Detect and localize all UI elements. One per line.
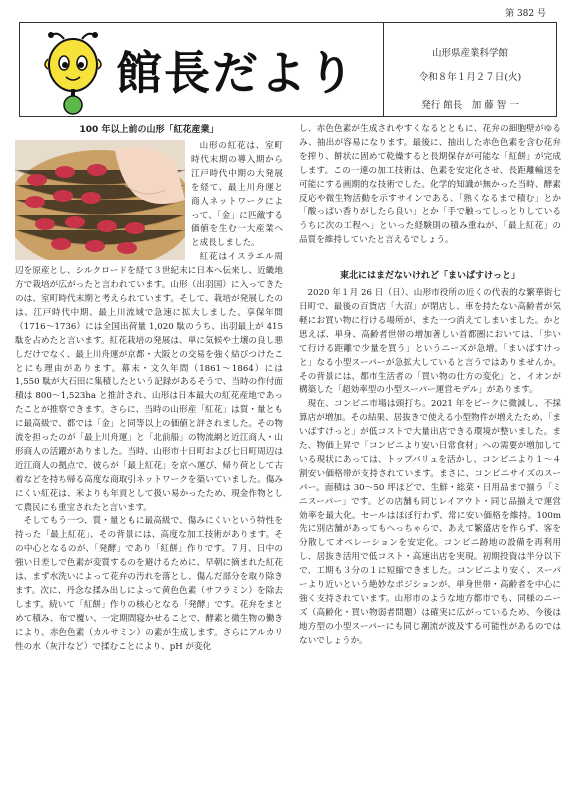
article2-paragraph: 2020 年１月 26 日（日）、山形市役所の近くの代表的な繁華街七日町で、最後の百貨店「大沼」が閉店し、車を持たない高齢者が気軽にお買い物に行ける場所が、また一つ消えてしまいました。かと思えば、単身、高齢者世帯の増加著しい首都圏においては、「歩いて行ける距離で少量を買う」というニーズが急増。「まいばすけっと」なる小型スーパーが急拡大していると言うではありませんか。その背景には、都市生活者の「買い物の仕方の変化」と、イオンが構築した「超効率型の小型スーパー運営モデル」があります。 [299,288,561,396]
issue-date: 令和８年１月２７日(火) [418,72,522,83]
issue-number: 第 382 号 [505,9,546,19]
newsletter-title: 館長だより [116,46,356,100]
publisher-line: 発行 館長 加 藤 智 一 [421,100,519,111]
left-column [15,125,283,655]
bee-mascot-icon [42,29,106,115]
masthead [19,22,557,117]
article1-paragraph: そしてもう一つ、質・量ともに最高級で、傷みにくいという特性を持った「最上紅花」、その背景には、高度な加工技術があります。その中心となるのが、「発酵」であり「紅餅」作りです。７月、日中の強い日差しで色素が変質するのを避けるために、早朝に摘まれた紅花は、まず水洗いによって花弁の汚れを落とし、傷んだ部分を取り除きます。次に、丹念な揉み出しによって黄色色素（サフラミン）を除去します。続いて「紅餅」作りの核心となる「発酵」です。花弁をまとめて積み、布で覆い、一定期間寝かせることで、酵素と微生物の働きにより、赤色色素（カルサミン）の素が生成します。さらにアルカリ性の水（灰汁など）で揉むことにより、pH が変化 [15,516,283,652]
article1-paragraph: 山形の紅花は、室町時代末期の導入期から江戸時代中期の大発展を経て、最上川舟運と商人ネットワークによって、「金」に匹敵する価値を生む一大産業へと成長しました。 [191,141,283,249]
article1-paragraph: 紅花はイスラエル周辺を原産とし、シルクロードを経て３世紀末に日本へ伝来し、近畿地方で栽培が広がったと言われています。山形（出羽国）に入ってきたのは、室町時代末期と考えられています。そして、栽培が発展したのは、江戸時代中期、最上川流域で急速に拡大しました。享保年間（1716～1736）には全国出荷量 1,020 駄のうち、出羽最上が 415 駄を占めたと言います。紅花栽培の発展は、単に気候や土壌の良し悪しだけでなく、最上川舟運が京都・大阪との交易を強く結びつけたことにも理由があります。幕末・文久年間（1861～1864）には 1,550 駄が大石田に集積したという記録があるそうで、当時の作付面積は 800～1,523ha と推計され、山形は日本最大の紅花産地であったことが推察できます。さらに、当時の山形産「紅花」は質・量ともに最高級で、都では「金」と同等以上の価値と評されました。その物流を担ったのが「最上川舟運」と「北前船」の物流網と近江商人・山形商人の活躍がありました。当時、山形市十日町および七日町周辺は近江商人の拠点で、彼らが「最上紅花」を京へ運び、帰り荷として古着などを持ち帰る高度な商取引ネットワークを築いていました。傷みにくい紅花は、米よりも年貢として扱い易かったため、現金作物として農民にも重宝されたと言います。 [15,252,283,513]
article1-continuation: し、赤色色素が生成されやすくなるとともに、花弁の細胞壁がゆるみ、抽出が容易になります。最後に、抽出した赤色色素を含む花弁を搾り、餅状に固めて乾燥すると長期保存が可能な「紅餅」が完成します。この一連の加工技術は、色素を安定化させ、長距離輸送を可能にする画期的な技術でした。化学的知識が無かった当時、酵素反応や微生物活動を示すサインである、「熟くなるまで積む」とか「酸っぱい香りがしたら良い」とか「手で触ってしっとりしているうちに次の工程へ」といった経験則の積み重ねが、「最上紅花」の品質を維持していたと言えるでしょう。 [299,124,561,246]
article2-paragraph: 現在、コンビニ市場は頭打ち。2021 年をピークに微減し、不採算店が増加。その結果、居抜きで使える小型物件が増えたため、「まいばすけっと」が低コストで大量出店できる環境が整いました。また、物価上昇で「コンビニより安い日常食材」への需要が増加している現状にあっては、トップバリュを活かし、コンビニより１～４割安い価格帯が支持されています。まさに、コンビニサイズのスーパー。面積は 30～50 坪ほどで、生鮮・総菜・日用品まで揃う「ミニスーパー」です。どの店舗も同じレイアウト・同じ品揃えで運営効率を最大化。セールはほぼ行わず、常に安い価格を維持。100m 先に別店舗があってもへっちゃらで、あえて繁盛店を作らず、客を分散してオペレーションを安定化。コンビニ跡地の設備を再利用し、居抜き活用で低コスト・高速出店を実現。初期投資は半分以下で、工期も３分の１に短縮できました。コンビニより安く、スーパーより近いという絶妙なポジションが、単身世帯・高齢者を中心に強く支持されています。山形市のような地方都市でも、同様のニーズ（高齢化・買い物弱者問題）は確実に広がっているため、今後は地方型の小型スーパーにも同じ潮流が波及する可能性があるのではないでしょうか。 [299,399,561,646]
safflower-cakes-photo [15,140,185,260]
header-divider [383,23,384,116]
article1-heading: 100 年以上前の山形「紅花産業」 [79,125,219,135]
organization-name: 山形県産業科学館 [431,48,508,59]
right-column [299,123,561,649]
article2-heading: 東北にはまだないけれど「まいばすけっと」 [339,271,520,282]
section-gap [299,248,561,270]
